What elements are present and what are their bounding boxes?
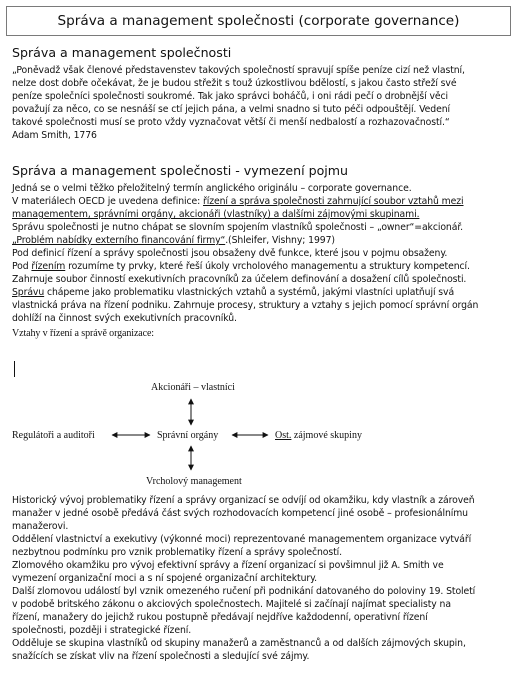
page-title: Správa a management společnosti (corporate governance) <box>6 6 511 36</box>
paragraph-line: společnosti, později i strategické řízení. <box>12 625 192 636</box>
external-financing-link[interactable]: „Problém nabídky externího financování firmy“ <box>12 235 226 246</box>
paragraph-line: dohlíží na činnost svých exekutivních pracovníků. <box>12 313 237 324</box>
paragraph-line: Správu společnosti je nutno chápat se slovním spojením vlastníků společnosti – „owner“=akcionář. <box>12 222 464 233</box>
paragraph-line: řízení, manažery do jejichž rukou postupně předávají nejdříve každodenní, operativní řízení <box>12 612 428 623</box>
paragraph-line: vlastnická práva na řízení podniku. Zahrnuje procesy, struktury a vztahy s jejich pomocí správní orgán <box>12 300 479 311</box>
ost-abbrev: Ost. <box>275 430 292 441</box>
paragraph-line: vymezení organizační moci a s ní spojené organizační architektury. <box>12 573 318 584</box>
paragraph-line: manažer v jedné osobě předává část svých rozhodovacích kompetencí jiné osobě – profesionálnímu <box>12 508 468 519</box>
paragraph-line: nezbytnou podmínku pro vznik problematiky řízení a správy společností. <box>12 547 342 558</box>
stakeholders-rest: zájmové skupiny <box>291 430 362 441</box>
paragraph-line: Oddělení vlastnictví a exekutivy (výkonné moci) reprezentované managementem organizace vytváří <box>12 534 472 545</box>
text-span: rozumíme ty prvky, které řeší úkoly vrcholového managementu a struktury kompetencí. <box>65 261 470 272</box>
quote-line: takové společnosti musí se proto vždy vyznačovat větší či menší nedbalostí a rozhazovačností.“ <box>12 117 450 128</box>
quote-line: nelze dost dobře očekávat, že je budou střežit s touž úzkostlivou bdělostí, s jakou často střeží své <box>12 78 457 89</box>
paragraph-line: Zlomového okamžiku pro vývoj efektivní správy a řízení organizací si povšimnul již A. Smith ve <box>12 560 444 571</box>
text-span: chápeme jako problematiku vlastnických vztahů a systémů, jakými vlastníci uplatňují svá <box>44 287 455 298</box>
oecd-definition-link[interactable]: řízení a správa společnosti zahrnující soubor vztahů mezi <box>203 196 464 207</box>
rizeni-link[interactable]: řízením <box>31 261 66 272</box>
diagram-caption: Vztahy v řízení a správě organizace: <box>12 328 154 339</box>
quote-line: považují za něco, co se nesnáší se ctí jejich pána, a velmi snadno si tuto péči odpouštějí. Vedení <box>12 104 450 115</box>
paragraph-line: v podobě britského zákonu o akciových společnostech. Majitelé si začínají najímat specialisty na <box>12 599 451 610</box>
paragraph-line: Pod definicí řízení a správy společnosti jsou obsaženy dvě funkce, které jsou v pojmu obsaženy. <box>12 248 448 259</box>
paragraph-line: snažících se získat vliv na řízení společnosti a sledující své zájmy. <box>12 651 310 662</box>
quote-author: Adam Smith, 1776 <box>12 130 97 141</box>
oecd-definition-link-cont[interactable]: managementem, správními orgány, akcionáři (vlastníky) a dalšími zájmovými skupinami. <box>12 209 420 220</box>
diagram-node-shareholders: Akcionáři – vlastníci <box>151 382 235 393</box>
paragraph-line: Další zlomovou událostí byl vznik omezeného ručení při podnikání datovaného do poloviny 19. Století <box>12 586 476 597</box>
diagram-node-top-management: Vrcholový management <box>146 476 242 487</box>
quote-line: „Poněvadž však členové představenstev takových společností spravují spíše peníze cizí než vlastní, <box>12 65 465 76</box>
citation: .(Shleifer, Vishny; 1997) <box>225 235 335 246</box>
text-span: Pod <box>12 261 32 272</box>
paragraph-line: manažerovi. <box>12 521 69 532</box>
quote-line: peníze společníci společnosti soukromé. Tak jako správci boháčů, i oni rádi pečí o drobnější věci <box>12 91 448 102</box>
paragraph-line: Zahrnuje soubor činností exekutivních pracovníků za účelem definování a dosažení cílů společnosti. <box>12 274 467 285</box>
diagram-node-board: Správní orgány <box>157 430 219 441</box>
section1-heading: Správa a management společnosti <box>12 45 232 60</box>
paragraph-line: Jedná se o velmi těžko přeložitelný termín anglického originálu – corporate governance. <box>12 183 412 194</box>
definition-intro: V materiálech OECD je uvedena definice: <box>12 196 204 207</box>
sprava-link[interactable]: Správu <box>12 287 45 298</box>
section2-heading: Správa a management společnosti - vymezení pojmu <box>12 163 349 178</box>
paragraph-line: Odděluje se skupina vlastníků od skupiny manažerů a zaměstnanců a od dalších zájmových skupin, <box>12 638 466 649</box>
diagram-node-regulators: Regulátoři a auditoři <box>12 430 95 441</box>
paragraph-line: Historický vývoj problematiky řízení a správy organizací se odvíjí od okamžiku, kdy vlastník a zároveň <box>12 495 475 506</box>
